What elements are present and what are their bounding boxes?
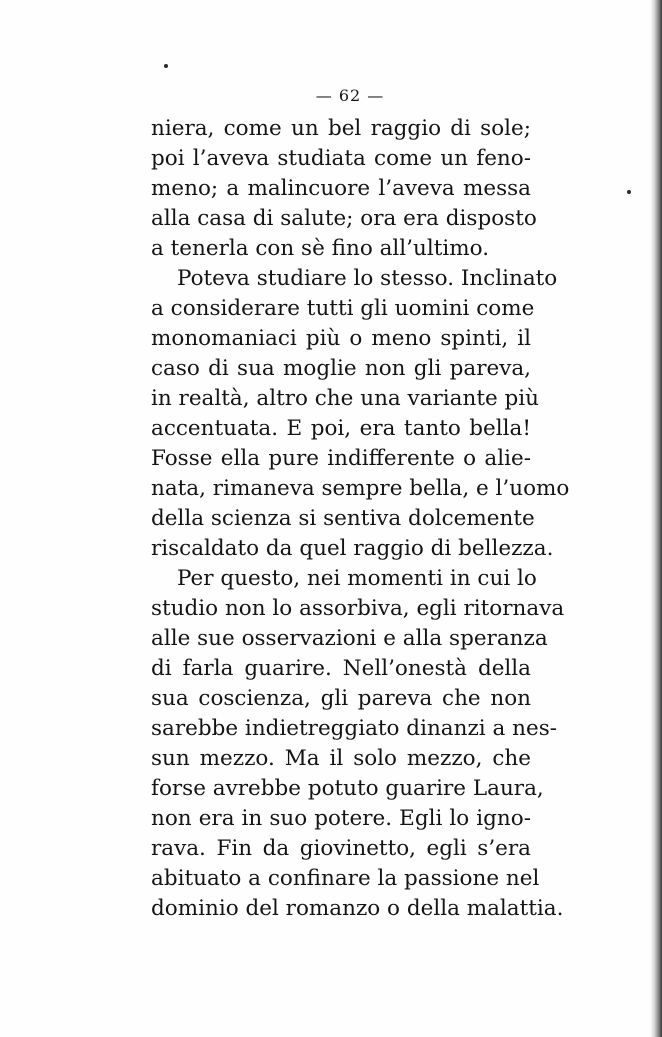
ink-speck — [164, 64, 168, 68]
text-line: di farla guarire. Nell’onestà della — [151, 656, 531, 681]
text-line: forse avrebbe potuto guarire Laura, — [151, 776, 544, 801]
body-text — [151, 114, 570, 924]
text-line: sun mezzo. Ma il solo mezzo, che — [151, 746, 531, 771]
text-line: alle sue osservazioni e alla speranza — [151, 626, 548, 651]
text-line: non era in suo potere. Egli lo igno- — [151, 806, 531, 831]
text-line: abituato a confinare la passione nel — [151, 866, 540, 891]
text-line: sarebbe indietreggiato dinanzi a nes- — [151, 716, 558, 741]
text-line: studio non lo assorbiva, egli ritornava — [151, 596, 565, 621]
text-line: dominio del romanzo o della malattia. — [151, 896, 564, 921]
text-line: meno; a malincuore l’aveva messa — [151, 176, 531, 201]
text-line: riscaldato da quel raggio di bellezza. — [151, 536, 554, 561]
text-line: niera, come un bel raggio di sole; — [151, 116, 531, 141]
text-line: rava. Fin da giovinetto, egli s’era — [151, 836, 531, 861]
text-line: caso di sua moglie non gli pareva, — [151, 356, 531, 381]
page-edge-shadow — [650, 0, 662, 1037]
text-line: poi l’aveva studiata come un feno- — [151, 146, 531, 171]
text-line: monomaniaci più o meno spinti, il — [151, 326, 531, 351]
text-line: Per questo, nei momenti in cui lo — [177, 566, 537, 591]
page-number: — 62 — — [315, 86, 385, 105]
text-line: accentuata. E poi, era tanto bella! — [151, 416, 531, 441]
text-line: della scienza si sentiva dolcemente — [151, 506, 535, 531]
text-line: nata, rimaneva sempre bella, e l’uomo — [151, 476, 570, 501]
text-line: a tenerla con sè fino all’ultimo. — [151, 236, 490, 261]
text-line: alla casa di salute; ora era disposto — [151, 206, 537, 231]
text-line: in realtà, altro che una variante più — [151, 386, 540, 411]
text-line: sua coscienza, gli pareva che non — [151, 686, 531, 711]
text-line: Fosse ella pure indifferente o alie- — [151, 446, 531, 471]
ink-speck — [627, 190, 631, 194]
text-line: Poteva studiare lo stesso. Inclinato — [177, 266, 558, 291]
text-line: a considerare tutti gli uomini come — [151, 296, 535, 321]
